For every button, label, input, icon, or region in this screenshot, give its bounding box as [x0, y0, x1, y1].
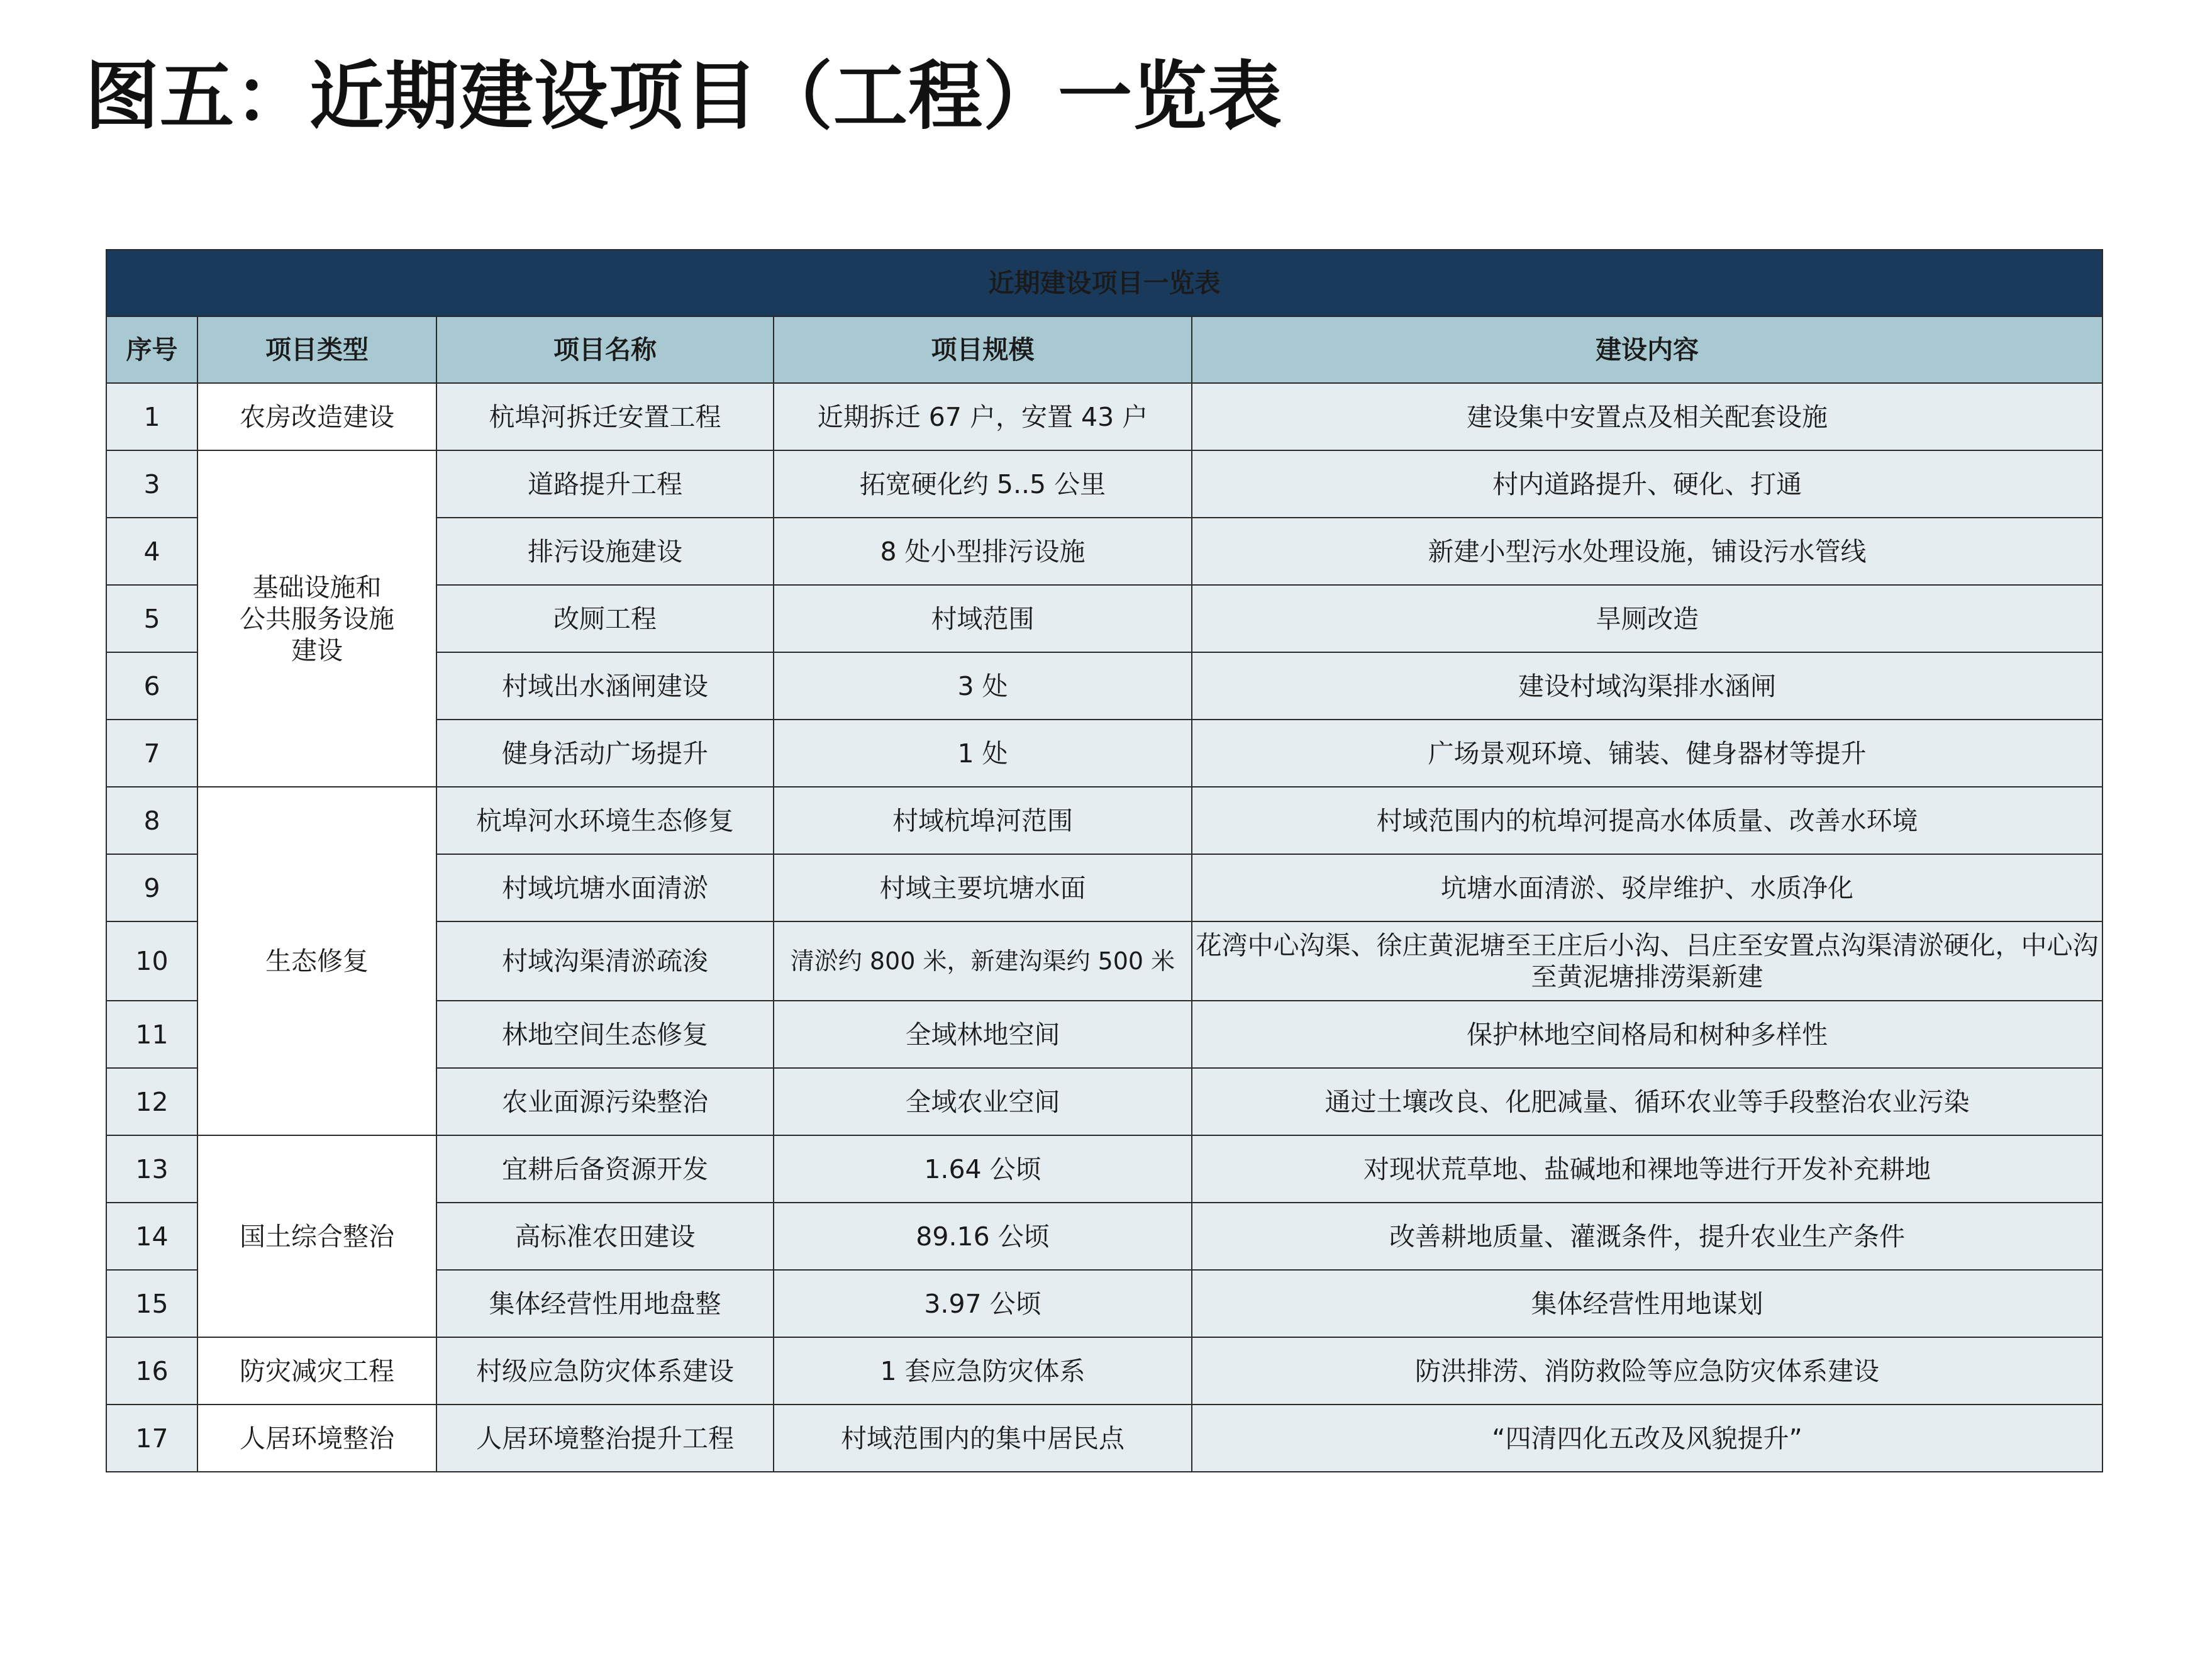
project-scale: 1.64 公顷	[774, 1135, 1192, 1203]
project-content: 村域范围内的杭埠河提高水体质量、改善水环境	[1192, 787, 2102, 854]
category-line: 国土综合整治	[240, 1221, 394, 1252]
header-index: 序号	[106, 316, 197, 383]
row-index: 3	[106, 450, 197, 518]
table-row	[106, 1337, 2102, 1405]
project-content: 坑塘水面清淤、驳岸维护、水质净化	[1192, 854, 2102, 921]
project-name: 宜耕后备资源开发	[436, 1135, 774, 1203]
project-scale: 近期拆迁 67 户，安置 43 户	[774, 383, 1192, 450]
project-content: 建设村域沟渠排水涵闸	[1192, 652, 2102, 720]
category-line: 农房改造建设	[240, 401, 394, 432]
category-cell	[197, 1405, 436, 1472]
project-content: 建设集中安置点及相关配套设施	[1192, 383, 2102, 450]
project-scale: 89.16 公顷	[774, 1203, 1192, 1270]
project-name: 集体经营性用地盘整	[436, 1270, 774, 1337]
row-index: 8	[106, 787, 197, 854]
row-index: 17	[106, 1405, 197, 1472]
project-scale: 8 处小型排污设施	[774, 518, 1192, 585]
category-line: 生态修复	[265, 946, 369, 976]
category-cell	[197, 450, 436, 787]
project-content: 村内道路提升、硬化、打通	[1192, 450, 2102, 518]
header-content: 建设内容	[1192, 316, 2102, 383]
project-scale: 村域主要坑塘水面	[774, 854, 1192, 921]
project-scale: 村域范围	[774, 585, 1192, 652]
project-scale: 全域林地空间	[774, 1001, 1192, 1068]
project-scale: 全域农业空间	[774, 1068, 1192, 1135]
table-caption: 近期建设项目一览表	[106, 250, 2102, 316]
project-content: 防洪排涝、消防救险等应急防灾体系建设	[1192, 1337, 2102, 1405]
project-name: 改厕工程	[436, 585, 774, 652]
project-content: “四清四化五改及风貌提升”	[1192, 1405, 2102, 1472]
table-row	[106, 383, 2102, 450]
row-index: 14	[106, 1203, 197, 1270]
project-scale: 清淤约 800 米，新建沟渠约 500 米	[774, 921, 1192, 1001]
header-name: 项目名称	[436, 316, 774, 383]
row-index: 16	[106, 1337, 197, 1405]
table-row	[106, 1135, 2102, 1203]
project-content: 旱厕改造	[1192, 585, 2102, 652]
project-name: 杭埠河拆迁安置工程	[436, 383, 774, 450]
project-name: 村域沟渠清淤疏浚	[436, 921, 774, 1001]
project-name: 村级应急防灾体系建设	[436, 1337, 774, 1405]
project-scale: 1 处	[774, 720, 1192, 787]
table-row	[106, 1405, 2102, 1472]
table-row	[106, 450, 2102, 518]
row-index: 5	[106, 585, 197, 652]
row-index: 10	[106, 921, 197, 1001]
row-index: 13	[106, 1135, 197, 1203]
project-content: 花湾中心沟渠、徐庄黄泥塘至王庄后小沟、吕庄至安置点沟渠清淤硬化，中心沟至黄泥塘排涝渠新建	[1192, 921, 2102, 1001]
project-name: 村域出水涵闸建设	[436, 652, 774, 720]
project-name: 农业面源污染整治	[436, 1068, 774, 1135]
project-scale: 3.97 公顷	[774, 1270, 1192, 1337]
row-index: 15	[106, 1270, 197, 1337]
category-line: 人居环境整治	[240, 1423, 394, 1454]
row-index: 9	[106, 854, 197, 921]
project-name: 林地空间生态修复	[436, 1001, 774, 1068]
project-name: 村域坑塘水面清淤	[436, 854, 774, 921]
project-name: 杭埠河水环境生态修复	[436, 787, 774, 854]
header-scale: 项目规模	[774, 316, 1192, 383]
project-content: 改善耕地质量、灌溉条件，提升农业生产条件	[1192, 1203, 2102, 1270]
category-line: 防灾减灾工程	[240, 1355, 394, 1386]
row-index: 6	[106, 652, 197, 720]
project-scale: 拓宽硬化约 5..5 公里	[774, 450, 1192, 518]
project-content: 通过土壤改良、化肥减量、循环农业等手段整治农业污染	[1192, 1068, 2102, 1135]
category-cell	[197, 1337, 436, 1405]
project-content: 保护林地空间格局和树种多样性	[1192, 1001, 2102, 1068]
project-name: 高标准农田建设	[436, 1203, 774, 1270]
category-cell	[197, 383, 436, 450]
project-content: 对现状荒草地、盐碱地和裸地等进行开发补充耕地	[1192, 1135, 2102, 1203]
table-row	[106, 787, 2102, 854]
project-table	[106, 249, 2103, 1472]
header-type: 项目类型	[197, 316, 436, 383]
project-name: 道路提升工程	[436, 450, 774, 518]
project-name: 排污设施建设	[436, 518, 774, 585]
project-name: 健身活动广场提升	[436, 720, 774, 787]
category-cell	[197, 787, 436, 1135]
category-line: 建设	[291, 635, 343, 665]
project-scale: 1 套应急防灾体系	[774, 1337, 1192, 1405]
row-index: 1	[106, 383, 197, 450]
project-scale: 3 处	[774, 652, 1192, 720]
page-title: 图五：近期建设项目（工程）一览表	[85, 53, 1283, 140]
category-cell	[197, 1135, 436, 1337]
project-content: 集体经营性用地谋划	[1192, 1270, 2102, 1337]
row-index: 12	[106, 1068, 197, 1135]
row-index: 7	[106, 720, 197, 787]
category-line: 公共服务设施	[240, 603, 394, 634]
category-line: 基础设施和	[252, 572, 382, 603]
project-content: 新建小型污水处理设施，铺设污水管线	[1192, 518, 2102, 585]
project-scale: 村域范围内的集中居民点	[774, 1405, 1192, 1472]
project-scale: 村域杭埠河范围	[774, 787, 1192, 854]
row-index: 4	[106, 518, 197, 585]
project-content: 广场景观环境、铺装、健身器材等提升	[1192, 720, 2102, 787]
project-name: 人居环境整治提升工程	[436, 1405, 774, 1472]
row-index: 11	[106, 1001, 197, 1068]
